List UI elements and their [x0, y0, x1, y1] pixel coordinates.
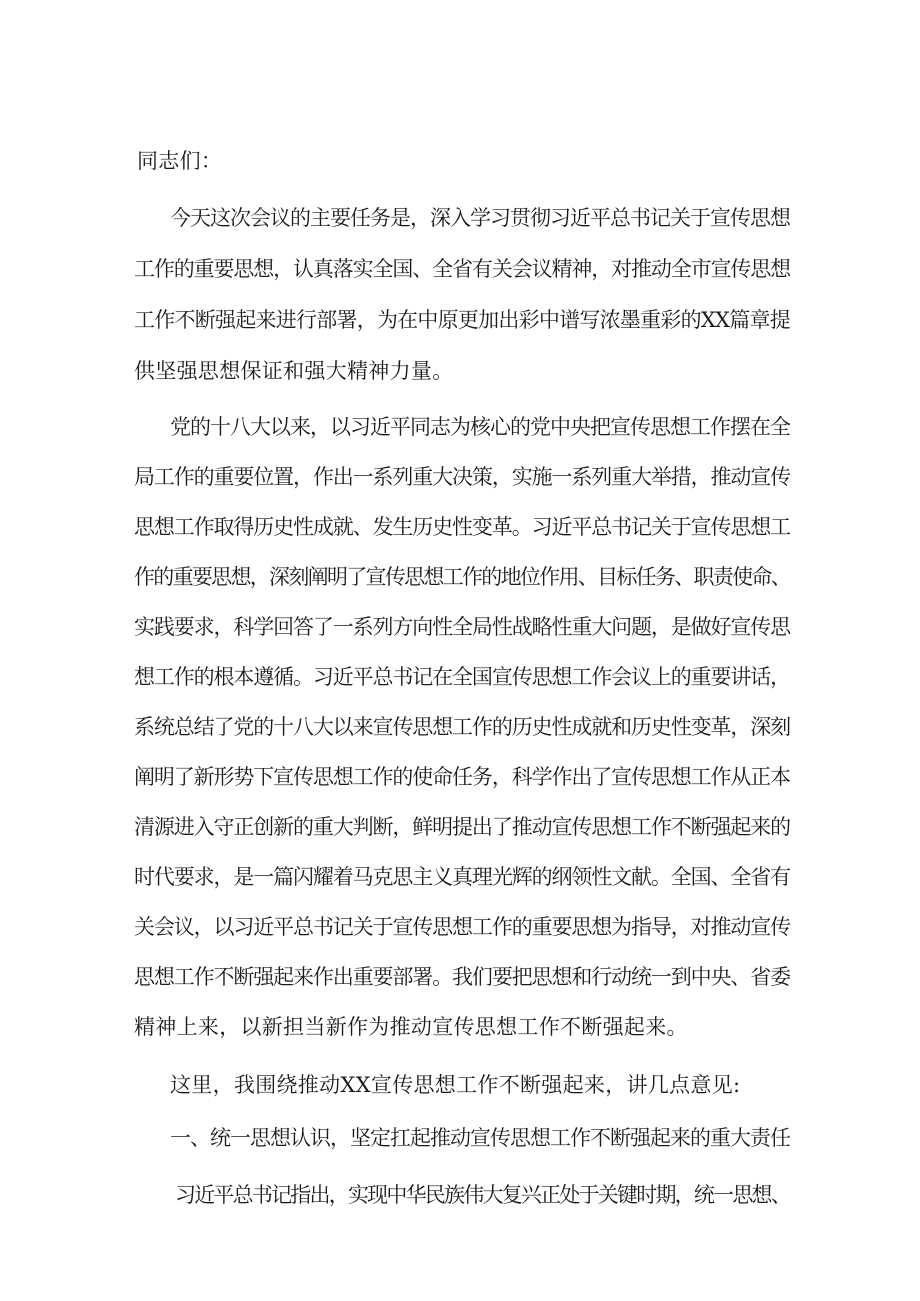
paragraph-line: 局工作的重要位置，作出一系列重大决策，实施一系列重大举措，推动宣传 — [134, 465, 790, 489]
paragraph-line: 实践要求，科学回答了一系列方向性全局性战略性重大问题，是做好宣传思 — [134, 615, 790, 639]
paragraph-line: 习近平总书记指出，实现中华民族伟大复兴正处于关键时期，统一思想、 — [175, 1183, 790, 1207]
paragraph-line: 清源进入守正创新的重大判断，鲜明提出了推动宣传思想工作不断强起来的 — [134, 815, 790, 839]
paragraph-line: 工作的重要思想，认真落实全国、全省有关会议精神，对推动全市宣传思想 — [134, 257, 790, 281]
paragraph-line: 想工作的根本遵循。习近平总书记在全国宣传思想工作会议上的重要讲话， — [134, 665, 790, 689]
paragraph-line: 思想工作不断强起来作出重要部署。我们要把思想和行动统一到中央、省委 — [134, 965, 790, 989]
paragraph-line: 系统总结了党的十八大以来宣传思想工作的历史性成就和历史性变革，深刻 — [134, 715, 790, 739]
intro-line: 这里，我围绕推动XX宣传思想工作不断强起来，讲几点意见: — [170, 1073, 741, 1097]
paragraph-line: 关会议，以习近平总书记关于宣传思想工作的重要思想为指导，对推动宣传 — [134, 915, 790, 939]
section-heading: 一、统一思想认识，坚定扛起推动宣传思想工作不断强起来的重大责任 — [170, 1126, 791, 1150]
paragraph-line: 工作不断强起来进行部署，为在中原更加出彩中谱写浓墨重彩的XX篇章提 — [134, 308, 790, 332]
paragraph-line: 思想工作取得历史性成就、发生历史性变革。习近平总书记关于宣传思想工 — [134, 515, 790, 539]
paragraph-line: 阐明了新形势下宣传思想工作的使命任务，科学作出了宣传思想工作从正本 — [134, 765, 790, 789]
paragraph-line: 时代要求，是一篇闪耀着马克思主义真理光辉的纲领性文献。全国、全省有 — [134, 865, 790, 889]
paragraph-line: 党的十八大以来，以习近平同志为核心的党中央把宣传思想工作摆在全 — [170, 415, 791, 439]
paragraph-line: 精神上来，以新担当新作为推动宣传思想工作不断强起来。 — [134, 1015, 688, 1039]
paragraph-line: 供坚强思想保证和强大精神力量。 — [134, 359, 454, 383]
paragraph-line: 今天这次会议的主要任务是，深入学习贯彻习近平总书记关于宣传思想 — [170, 206, 791, 230]
paragraph-line: 作的重要思想，深刻阐明了宣传思想工作的地位作用、目标任务、职责使命、 — [134, 565, 790, 589]
salutation: 同志们： — [137, 149, 223, 173]
